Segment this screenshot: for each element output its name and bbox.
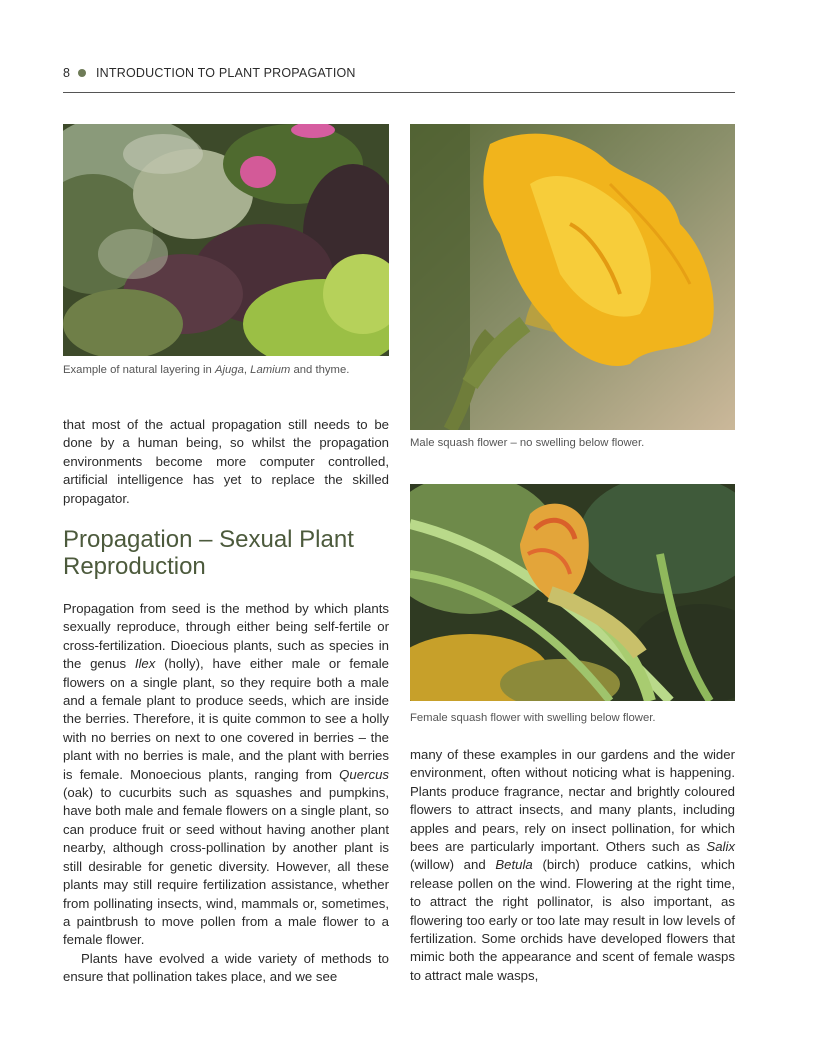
paragraph-pollination-continued: many of these examples in our gardens and the wider environment, often without noticing what is happening. Plants produce fragrance, nectar and brightly coloured flowers to attract insects, and many plants, including apples and pears, rely on insect pollination, for which bees are particularly important. Others such as Salix (willow) and Betula (birch) produce catkins, which release pollen on the wind. Flowering at the right time, to attract the right pollinator, is also important, as flowering too early or too late may result in low levels of fertilization. Some orchids have developed flowers that mimic both the appearance and scent of female wasps to attract male wasps, (410, 747, 735, 983)
layering-caption: Example of natural layering in Ajuga, Lamium and thyme. (63, 364, 350, 376)
female-squash-photo (410, 484, 735, 701)
italic-genus: Quercus (339, 766, 389, 782)
running-header (63, 64, 735, 93)
italic-genus: Ilex (134, 656, 156, 672)
paragraph-seed-propagation: Propagation from seed is the method by which plants sexually reproduce, through either being self-fertile or cross-fertilization. Dioecious plants, such as species in the genus Ilex (holly), have either male or female flowers on a single plant, so they require both a male and a female plant to produce seeds, which are inside the berries. Therefore, it is quite common to see a holly with no berries on next to one covered in berries – the plant with no berries is male, and the plant with berries is female. Monoecious plants, ranging from Quercus (oak) to cucurbits such as squashes and pumpkins, have both male and female flowers on a single plant, so can produce fruit or seed without having another plant nearby, although cross-pollination by another plant is still desirable for genetic diversity. However, all these plants may still require fertilization assistance, whether from pollinating insects, wind, mammals or, sometimes, a paintbrush to move pollen from a male flower to a female flower. (63, 601, 390, 948)
layering-photo (63, 124, 389, 356)
bullet-dot-icon (78, 69, 86, 77)
right-column-body (410, 746, 735, 985)
left-column-body (63, 600, 389, 987)
male-squash-photo (410, 124, 735, 430)
page-number: 8 (63, 66, 71, 80)
male-squash-caption: Male squash flower – no swelling below flower. (410, 437, 645, 449)
section-heading: Propagation – Sexual Plant Reproduction (63, 526, 354, 580)
italic-genus: Lamium (250, 364, 291, 376)
intro-continuation-paragraph: that most of the actual propagation still needs to be done by a human being, so whilst the propagation environments become more computer controlled, artificial intelligence has yet to replace the skilled propagator. (63, 417, 389, 506)
italic-genus: Salix (706, 839, 735, 855)
paragraph-pollination: Plants have evolved a wide variety of methods to ensure that pollination takes place, and we see (63, 950, 389, 985)
italic-genus: Betula (495, 857, 533, 873)
section-title: INTRODUCTION TO PLANT PROPAGATION (96, 66, 356, 80)
italic-genus: Ajuga (214, 364, 244, 376)
female-squash-caption: Female squash flower with swelling below flower. (410, 712, 656, 724)
